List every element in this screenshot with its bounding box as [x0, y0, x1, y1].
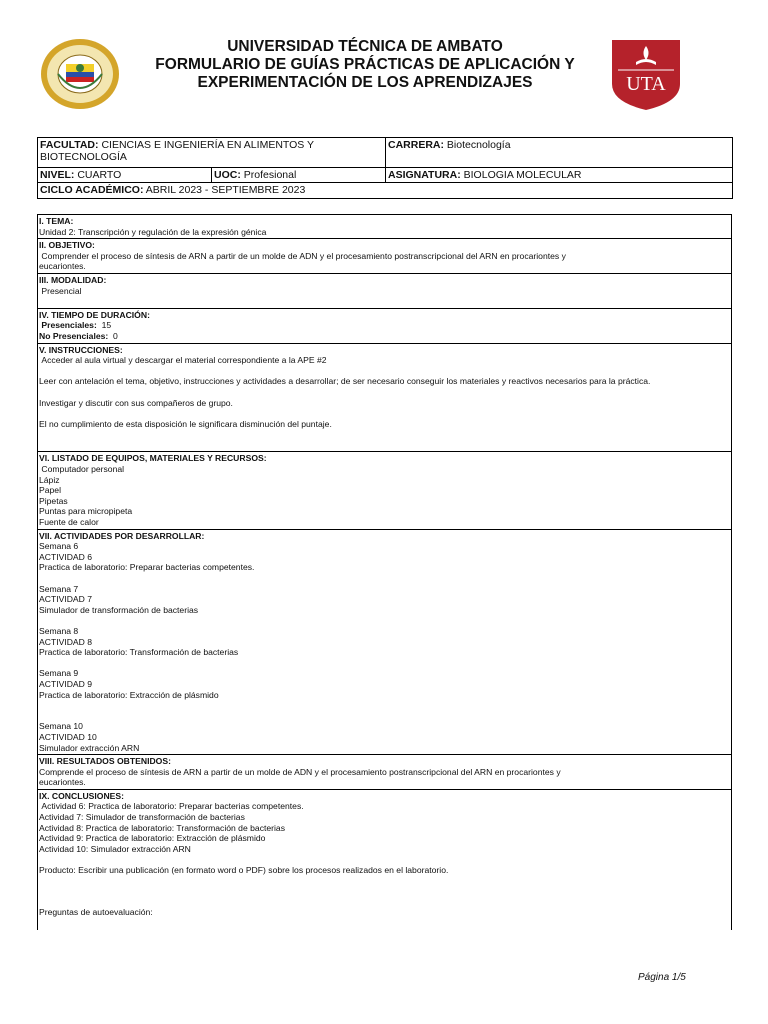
section-tiempo — [38, 308, 732, 343]
text-line — [39, 876, 730, 887]
text-line: eucariontes. — [39, 777, 86, 788]
section-modalidad — [38, 273, 732, 308]
uoc-label: UOC: — [214, 169, 241, 181]
text-line: eucariontes. — [39, 261, 86, 272]
section-heading: VIII. RESULTADOS OBTENIDOS: — [39, 756, 171, 767]
text-line — [39, 408, 730, 419]
section-resultados — [38, 755, 732, 790]
text-line — [39, 711, 730, 722]
section-instrucciones — [38, 343, 732, 452]
text-line: Actividad 10: Simulador extracción ARN — [39, 843, 191, 854]
section-body — [39, 767, 730, 788]
text-line: Presencial — [39, 285, 82, 296]
section-conclusiones — [38, 789, 732, 929]
nivel-label: NIVEL: — [40, 169, 75, 181]
section-heading: III. MODALIDAD: — [39, 274, 107, 285]
text-line — [39, 366, 730, 377]
text-line: Practica de laboratorio: Extracción de plásmido — [39, 689, 219, 700]
text-line: Leer con antelación el tema, objetivo, instrucciones y actividades a desarrollar; de ser necesario conseguir los materiales y reactivos necesarios para la práctica. — [39, 376, 651, 387]
text-line: Lápiz — [39, 474, 60, 485]
text-line: Acceder al aula virtual y descargar el material correspondiente a la APE #2 — [39, 355, 327, 366]
section-actividades — [38, 529, 732, 754]
text-line: Simulador extracción ARN — [39, 742, 140, 753]
text-line: ACTIVIDAD 9 — [39, 678, 93, 689]
no-presenciales-label: No Presenciales: — [39, 330, 109, 341]
document-title — [130, 38, 600, 92]
facultad-cell — [38, 138, 386, 168]
text-line: El no cumplimiento de esta disposición le significara disminución del puntaje. — [39, 418, 332, 429]
text-line: Semana 9 — [39, 668, 79, 679]
section-body — [39, 541, 730, 753]
nivel-value: CUARTO — [77, 169, 122, 181]
text-line: ACTIVIDAD 10 — [39, 731, 97, 742]
text-line — [39, 429, 730, 440]
logo-text: UTA — [626, 73, 666, 95]
section-heading: I. TEMA: — [39, 216, 74, 226]
text-line: Semana 8 — [39, 625, 79, 636]
text-line: Actividad 8: Practica de laboratorio: Transformación de bacterias — [39, 822, 285, 833]
section-heading: IX. CONCLUSIONES: — [39, 790, 124, 801]
ciclo-value: ABRIL 2023 - SEPTIEMBRE 2023 — [145, 184, 306, 196]
text-line: Semana 7 — [39, 583, 79, 594]
title-line-1: UNIVERSIDAD TÉCNICA DE AMBATO — [227, 38, 503, 55]
section-heading: IV. TIEMPO DE DURACIÓN: — [39, 309, 150, 320]
course-info-table — [37, 137, 733, 199]
text-line: Fuente de calor — [39, 517, 99, 528]
carrera-cell — [386, 138, 733, 168]
section-body — [39, 355, 730, 450]
text-line: Simulador de transformación de bacterias — [39, 604, 199, 615]
title-line-2: FORMULARIO DE GUÍAS PRÁCTICAS DE APLICACIÓN Y — [155, 56, 575, 73]
text-line: ACTIVIDAD 7 — [39, 594, 93, 605]
section-body — [39, 464, 730, 528]
text-line — [39, 296, 730, 307]
text-line: Semana 6 — [39, 541, 79, 552]
nivel-cell — [38, 168, 212, 183]
text-line: Actividad 9: Practica de laboratorio: Extracción de plásmido — [39, 833, 266, 844]
guide-sections-table — [37, 214, 732, 930]
section-heading: VII. ACTIVIDADES POR DESARROLLAR: — [39, 530, 205, 541]
section-body — [39, 286, 730, 307]
text-line: Puntas para micropipeta — [39, 506, 133, 517]
text-line — [39, 897, 730, 908]
text-line — [39, 886, 730, 897]
presenciales-line — [39, 320, 730, 331]
presenciales-value: 15 — [101, 320, 112, 331]
section-body — [39, 251, 730, 272]
presenciales-label: Presenciales: — [39, 320, 97, 331]
text-line — [39, 573, 730, 584]
text-line: Papel — [39, 485, 61, 496]
no-presenciales-value: 0 — [113, 330, 118, 341]
section-heading: II. OBJETIVO: — [39, 240, 95, 251]
text-line — [39, 854, 730, 865]
text-line: Investigar y discutir con sus compañeros de grupo. — [39, 397, 233, 408]
text-line: Comprende el proceso de síntesis de ARN a partir de un molde de ADN y el procesamiento postranscripcional del ARN en procariontes y — [39, 766, 561, 777]
university-seal-icon — [40, 38, 120, 110]
text-line: ACTIVIDAD 6 — [39, 551, 93, 562]
section-body — [39, 801, 730, 928]
uoc-value: Profesional — [243, 169, 297, 181]
no-presenciales-line — [39, 331, 730, 342]
uoc-cell — [212, 168, 386, 183]
section-objetivo — [38, 239, 732, 274]
asignatura-cell — [386, 168, 733, 183]
text-line: ACTIVIDAD 8 — [39, 636, 93, 647]
text-line — [39, 440, 730, 451]
text-line — [39, 387, 730, 398]
text-line: Producto: Escribir una publicación (en formato word o PDF) sobre los procesos realizados en el laboratorio. — [39, 865, 449, 876]
section-tema — [38, 215, 732, 239]
asignatura-value: BIOLOGIA MOLECULAR — [463, 169, 582, 181]
facultad-label: FACULTAD: — [40, 139, 99, 151]
text-line: Pipetas — [39, 495, 68, 506]
text-line: Actividad 6: Practica de laboratorio: Preparar bacterias competentes. — [39, 801, 304, 812]
text-line: Unidad 2: Transcripción y regulación de la expresión génica — [39, 226, 267, 237]
text-line — [39, 918, 730, 929]
ciclo-cell — [38, 183, 733, 199]
text-line: Preguntas de autoevaluación: — [39, 907, 153, 918]
text-line: Semana 10 — [39, 721, 83, 732]
text-line: Comprender el proceso de síntesis de ARN a partir de un molde de ADN y el procesamiento postranscripcional del ARN en procariontes y — [39, 250, 566, 261]
carrera-value: Biotecnología — [446, 139, 511, 151]
section-heading: V. INSTRUCCIONES: — [39, 344, 123, 355]
uta-logo-icon — [610, 38, 682, 110]
document-header — [0, 0, 768, 125]
section-heading: VI. LISTADO DE EQUIPOS, MATERIALES Y RECURSOS: — [39, 453, 267, 464]
ciclo-label: CICLO ACADÉMICO: — [40, 184, 144, 196]
text-line: Actividad 7: Simulador de transformación de bacterias — [39, 812, 245, 823]
carrera-label: CARRERA: — [388, 139, 444, 151]
text-line — [39, 700, 730, 711]
text-line: Computador personal — [39, 464, 125, 475]
page-number: Página 1/5 — [638, 972, 686, 983]
title-line-3: EXPERIMENTACIÓN DE LOS APRENDIZAJES — [197, 74, 533, 91]
text-line — [39, 658, 730, 669]
text-line: Practica de laboratorio: Transformación de bacterias — [39, 647, 239, 658]
text-line — [39, 615, 730, 626]
section-body — [39, 227, 730, 238]
facultad-value: CIENCIAS E INGENIERÍA EN ALIMENTOS Y BIOTECNOLOGÍA — [40, 139, 314, 163]
asignatura-label: ASIGNATURA: — [388, 169, 461, 181]
text-line: Practica de laboratorio: Preparar bacterias competentes. — [39, 562, 255, 573]
section-equipos — [38, 452, 732, 529]
